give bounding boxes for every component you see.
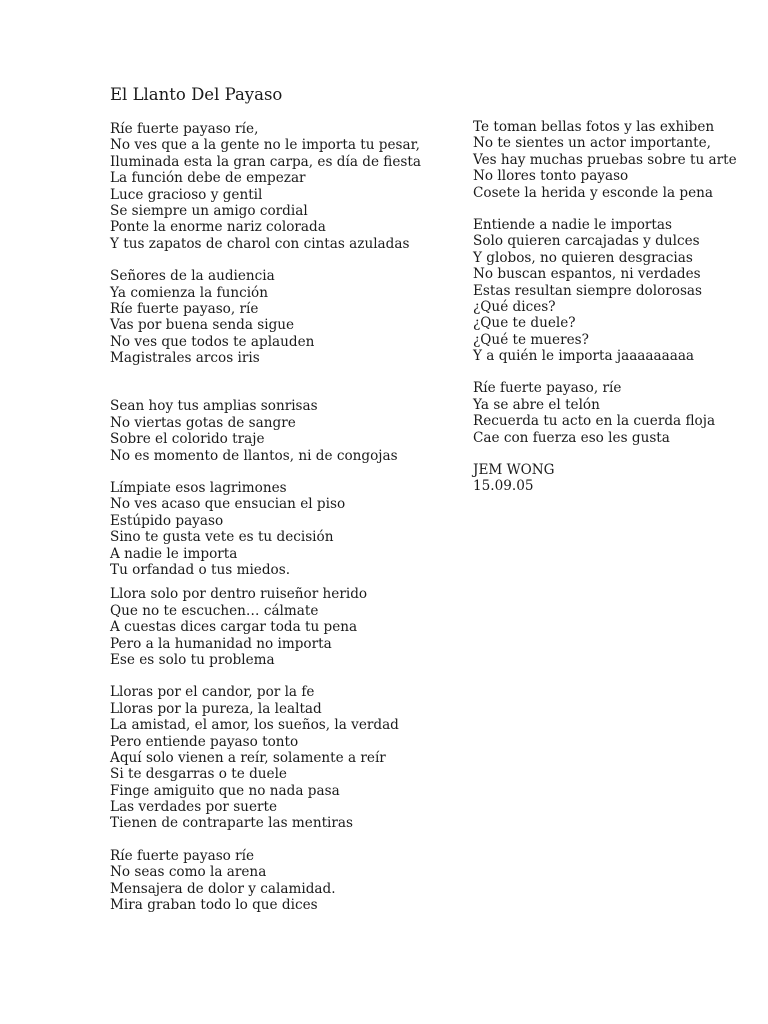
poem-line: Pero a la humanidad no importa — [110, 635, 332, 652]
stanza-gap — [473, 364, 737, 380]
poem-line: Lloras por la pureza, la lealtad — [110, 700, 322, 717]
author-name: JEM WONG — [473, 462, 555, 479]
stanza — [110, 268, 421, 366]
stanza — [110, 684, 421, 832]
poem-line: Magistrales arcos iris — [110, 350, 260, 367]
poem-line: A cuestas dices cargar toda tu pena — [110, 619, 358, 636]
poem-line: No llores tonto payaso — [473, 168, 629, 185]
stanza — [110, 398, 421, 464]
poem-line: Entiende a nadie le importas — [473, 216, 672, 233]
stanza — [473, 380, 737, 446]
poem-line: Tu orfandad o tus miedos. — [110, 561, 291, 578]
poem-line: No ves acaso que ensucian el piso — [110, 496, 346, 513]
poem-line: Aquí solo vienen a reír, solamente a reír — [110, 749, 386, 766]
poem-line: Ves hay muchas pruebas sobre tu arte — [473, 151, 737, 168]
poem-line: A nadie le importa — [110, 545, 238, 562]
poem-line: Ese es solo tu problema — [110, 651, 275, 668]
poem-line: Cosete la herida y esconde la pena — [473, 184, 714, 201]
poem-line: ¿Que te duele? — [473, 315, 576, 332]
poem-line: No te sientes un actor importante, — [473, 135, 711, 152]
poem-line: Llora solo por dentro ruiseñor herido — [110, 586, 368, 603]
poem-line: Ya comienza la función — [110, 284, 268, 301]
poem-line: Pero entiende payaso tonto — [110, 733, 299, 750]
poem-line: Cae con fuerza eso les gusta — [473, 429, 670, 446]
poem-line: Luce gracioso y gentil — [110, 186, 263, 203]
stanza — [110, 848, 421, 914]
stanza — [110, 480, 421, 578]
stanza — [110, 586, 421, 668]
poem-line: Solo quieren carcajadas y dulces — [473, 233, 700, 250]
right-column — [473, 119, 737, 495]
stanza — [110, 121, 421, 252]
stanza-gap — [110, 464, 421, 480]
poem-line: No seas como la arena — [110, 864, 267, 881]
stanza-gap — [110, 668, 421, 684]
stanza-gap — [473, 446, 737, 462]
poem-line: Ríe fuerte payaso, ríe — [110, 300, 259, 317]
poem-line: Te toman bellas fotos y las exhiben — [473, 119, 715, 135]
poem-line: Sobre el colorido traje — [110, 431, 265, 448]
poem-line: Que no te escuchen… cálmate — [110, 602, 319, 619]
poem-line: Y a quién le importa jaaaaaaaaa — [473, 348, 695, 365]
poem-line: Y tus zapatos de charol con cintas azuladas — [110, 235, 410, 252]
stanza-gap — [110, 252, 421, 268]
poem-line: La función debe de empezar — [110, 170, 306, 187]
stanza-gap — [110, 832, 421, 848]
poem-line: No viertas gotas de sangre — [110, 414, 296, 431]
poem-line: Estas resultan siempre dolorosas — [473, 282, 703, 299]
stanza — [473, 119, 737, 201]
poem-line: Ponte la enorme nariz colorada — [110, 219, 326, 236]
poem-title: El Llanto Del Payaso — [110, 85, 283, 104]
poem-line: No ves que a la gente no le importa tu pesar, — [110, 137, 420, 154]
poem-line: Lloras por el candor, por la fe — [110, 684, 315, 701]
poem-line: Finge amiguito que no nada pasa — [110, 782, 340, 799]
poem-line: La amistad, el amor, los sueños, la verdad — [110, 717, 399, 734]
poem-line: No buscan espantos, ni verdades — [473, 266, 701, 283]
poem-line: Ya se abre el telón — [473, 396, 600, 413]
poem-line: Si te desgarras o te duele — [110, 766, 287, 783]
stanza-gap — [110, 366, 421, 398]
poem-line: Y globos, no quieren desgracias — [473, 249, 693, 266]
stanza-gap — [473, 201, 737, 217]
poem-line: Señores de la audiencia — [110, 268, 275, 285]
poem-line: Ríe fuerte payaso, ríe — [473, 380, 622, 397]
poem-line: Recuerda tu acto en la cuerda floja — [473, 413, 716, 430]
poem-line: Mira graban todo lo que dices — [110, 897, 318, 914]
poem-line: Las verdades por suerte — [110, 799, 277, 816]
stanza-gap — [110, 578, 421, 586]
author-signature — [473, 462, 737, 495]
left-column — [110, 121, 421, 913]
poem-line: Vas por buena senda sigue — [110, 317, 295, 334]
stanza — [473, 217, 737, 365]
poem-line: No es momento de llantos, ni de congojas — [110, 447, 398, 464]
poem-line: Sino te gusta vete es tu decisión — [110, 529, 334, 546]
poem-line: Iluminada esta la gran carpa, es día de fiesta — [110, 153, 421, 170]
poem-line: Estúpido payaso — [110, 512, 224, 529]
poem-line: Mensajera de dolor y calamidad. — [110, 880, 336, 897]
poem-line: No ves que todos te aplauden — [110, 333, 315, 350]
poem-line: Se siempre un amigo cordial — [110, 202, 308, 219]
poem-line: ¿Qué dices? — [473, 298, 556, 315]
poem-line: Sean hoy tus amplias sonrisas — [110, 398, 318, 415]
poem-line: Límpiate esos lagrimones — [110, 480, 287, 497]
poem-line: Ríe fuerte payaso ríe — [110, 847, 255, 864]
poem-line: Tienen de contraparte las mentiras — [110, 815, 353, 832]
poem-date: 15.09.05 — [473, 478, 534, 495]
poem-line: Ríe fuerte payaso ríe, — [110, 121, 259, 137]
poem-line: ¿Qué te mueres? — [473, 331, 589, 348]
